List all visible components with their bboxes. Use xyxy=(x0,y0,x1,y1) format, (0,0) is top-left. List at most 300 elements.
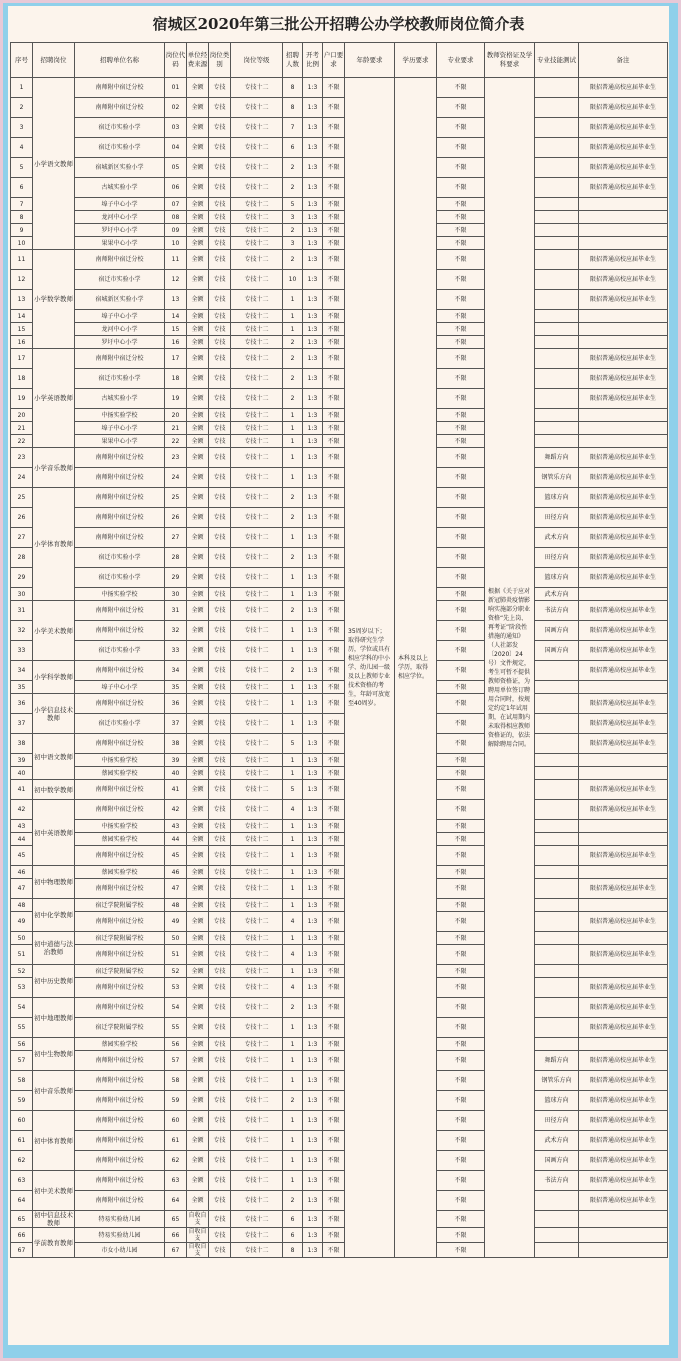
cell-seq: 58 xyxy=(11,1071,33,1091)
cell-category: 专技 xyxy=(209,1131,231,1151)
cell-code: 49 xyxy=(165,912,187,932)
table-header-row xyxy=(11,43,668,78)
table-row xyxy=(11,846,668,866)
cell-category: 专技 xyxy=(209,694,231,714)
cell-category: 专技 xyxy=(209,290,231,310)
cell-seq: 32 xyxy=(11,621,33,641)
cell-seq: 10 xyxy=(11,237,33,250)
table-row xyxy=(11,998,668,1018)
cell-skill xyxy=(535,98,579,118)
cell-hukou: 不限 xyxy=(323,98,345,118)
cell-grade: 专技十二 xyxy=(231,237,283,250)
cell-skill xyxy=(535,389,579,409)
cell-grade: 专技十二 xyxy=(231,820,283,833)
cell-unit: 龙河中心小学 xyxy=(75,323,165,336)
cell-hukou: 不限 xyxy=(323,1151,345,1171)
cell-skill xyxy=(535,780,579,800)
cell-remark: 限招普通高校应届毕业生 xyxy=(579,158,668,178)
cell-seq: 25 xyxy=(11,488,33,508)
cell-cert-requirement: 根据《关于应对新冠肺炎疫情影响实施部分职业资格“先上岗、再考证”阶段性措施的通知》（人社部发〔2020〕24号）文件规定，考生可暂不提供教师资格证，为聘用单位签订聘用合同时，按规定约定1年试用期，在试用期内未取得相应教师资格证的，依法解除聘用合同。 xyxy=(485,78,535,1258)
cell-remark xyxy=(579,224,668,237)
cell-major: 不限 xyxy=(437,965,485,978)
cell-hukou: 不限 xyxy=(323,866,345,879)
cell-major: 不限 xyxy=(437,250,485,270)
cell-ratio: 1:3 xyxy=(303,1038,323,1051)
cell-hukou: 不限 xyxy=(323,548,345,568)
cell-unit: 南师附中宿迁分校 xyxy=(75,1131,165,1151)
cell-skill xyxy=(535,435,579,448)
cell-category: 专技 xyxy=(209,998,231,1018)
cell-grade: 专技十二 xyxy=(231,435,283,448)
cell-count: 6 xyxy=(283,138,303,158)
cell-post-group: 学前教育教师 xyxy=(33,1228,75,1258)
cell-seq: 28 xyxy=(11,548,33,568)
cell-category: 专技 xyxy=(209,389,231,409)
cell-unit: 南师附中宿迁分校 xyxy=(75,1151,165,1171)
cell-skill xyxy=(535,820,579,833)
cell-skill xyxy=(535,899,579,912)
cell-code: 26 xyxy=(165,508,187,528)
cell-count: 4 xyxy=(283,800,303,820)
cell-ratio: 1:3 xyxy=(303,641,323,661)
cell-count: 1 xyxy=(283,1111,303,1131)
cell-major: 不限 xyxy=(437,237,485,250)
cell-hukou: 不限 xyxy=(323,78,345,98)
cell-remark: 限招普通高校应届毕业生 xyxy=(579,98,668,118)
cell-ratio: 1:3 xyxy=(303,1131,323,1151)
table-row xyxy=(11,1191,668,1211)
cell-grade: 专技十二 xyxy=(231,323,283,336)
cell-ratio: 1:3 xyxy=(303,198,323,211)
cell-ratio: 1:3 xyxy=(303,661,323,681)
cell-funding: 全额 xyxy=(187,1111,209,1131)
header-category: 岗位类别 xyxy=(209,43,231,78)
cell-count: 6 xyxy=(283,1211,303,1228)
cell-funding: 全额 xyxy=(187,250,209,270)
cell-seq: 61 xyxy=(11,1131,33,1151)
cell-major: 不限 xyxy=(437,118,485,138)
cell-seq: 60 xyxy=(11,1111,33,1131)
cell-grade: 专技十二 xyxy=(231,1228,283,1243)
cell-seq: 43 xyxy=(11,820,33,833)
cell-ratio: 1:3 xyxy=(303,290,323,310)
cell-hukou: 不限 xyxy=(323,1171,345,1191)
table-row xyxy=(11,1243,668,1258)
table-row xyxy=(11,548,668,568)
cell-count: 7 xyxy=(283,118,303,138)
cell-code: 63 xyxy=(165,1171,187,1191)
cell-remark: 限招普通高校应届毕业生 xyxy=(579,1071,668,1091)
cell-remark: 限招普通高校应届毕业生 xyxy=(579,780,668,800)
cell-unit: 南师附中宿迁分校 xyxy=(75,1171,165,1191)
header-age: 年龄要求 xyxy=(345,43,395,78)
cell-major: 不限 xyxy=(437,1091,485,1111)
cell-funding: 全额 xyxy=(187,800,209,820)
cell-major: 不限 xyxy=(437,1018,485,1038)
cell-major: 不限 xyxy=(437,601,485,621)
cell-hukou: 不限 xyxy=(323,488,345,508)
cell-unit: 南师附中宿迁分校 xyxy=(75,1091,165,1111)
cell-grade: 专技十二 xyxy=(231,1071,283,1091)
cell-skill xyxy=(535,138,579,158)
cell-grade: 专技十二 xyxy=(231,336,283,349)
table-row xyxy=(11,468,668,488)
cell-remark xyxy=(579,422,668,435)
cell-grade: 专技十二 xyxy=(231,621,283,641)
cell-unit: 南师附中宿迁分校 xyxy=(75,694,165,714)
cell-hukou: 不限 xyxy=(323,998,345,1018)
cell-grade: 专技十二 xyxy=(231,422,283,435)
cell-code: 66 xyxy=(165,1228,187,1243)
cell-code: 22 xyxy=(165,435,187,448)
cell-seq: 31 xyxy=(11,601,33,621)
document-sheet xyxy=(8,6,669,1345)
cell-skill xyxy=(535,912,579,932)
table-row xyxy=(11,1071,668,1091)
cell-funding: 全额 xyxy=(187,734,209,754)
cell-skill xyxy=(535,211,579,224)
header-edu: 学历要求 xyxy=(395,43,437,78)
cell-skill: 舞蹈方向 xyxy=(535,448,579,468)
cell-count: 1 xyxy=(283,290,303,310)
cell-skill: 书法方向 xyxy=(535,1171,579,1191)
cell-unit: 埠子中心小学 xyxy=(75,198,165,211)
cell-code: 59 xyxy=(165,1091,187,1111)
cell-count: 1 xyxy=(283,448,303,468)
table-row xyxy=(11,820,668,833)
cell-code: 21 xyxy=(165,422,187,435)
cell-funding: 全额 xyxy=(187,846,209,866)
cell-category: 专技 xyxy=(209,899,231,912)
cell-skill xyxy=(535,661,579,681)
header-hukou: 户口要求 xyxy=(323,43,345,78)
cell-skill xyxy=(535,409,579,422)
cell-funding: 全额 xyxy=(187,879,209,899)
cell-hukou: 不限 xyxy=(323,1228,345,1243)
cell-seq: 22 xyxy=(11,435,33,448)
cell-category: 专技 xyxy=(209,138,231,158)
cell-hukou: 不限 xyxy=(323,224,345,237)
cell-code: 32 xyxy=(165,621,187,641)
header-cert: 教师资格证及学科要求 xyxy=(485,43,535,78)
cell-count: 1 xyxy=(283,694,303,714)
cell-grade: 专技十二 xyxy=(231,879,283,899)
cell-count: 1 xyxy=(283,754,303,767)
cell-unit: 南师附中宿迁分校 xyxy=(75,621,165,641)
cell-seq: 26 xyxy=(11,508,33,528)
cell-unit: 南师附中宿迁分校 xyxy=(75,488,165,508)
cell-major: 不限 xyxy=(437,448,485,468)
cell-category: 专技 xyxy=(209,833,231,846)
cell-major: 不限 xyxy=(437,1111,485,1131)
cell-ratio: 1:3 xyxy=(303,879,323,899)
table-row xyxy=(11,78,668,98)
table-row xyxy=(11,661,668,681)
cell-remark: 限招普通高校应届毕业生 xyxy=(579,508,668,528)
cell-hukou: 不限 xyxy=(323,1038,345,1051)
cell-grade: 专技十二 xyxy=(231,1243,283,1258)
cell-category: 专技 xyxy=(209,422,231,435)
cell-remark xyxy=(579,211,668,224)
cell-seq: 7 xyxy=(11,198,33,211)
cell-category: 专技 xyxy=(209,912,231,932)
cell-seq: 64 xyxy=(11,1191,33,1211)
cell-grade: 专技十二 xyxy=(231,409,283,422)
cell-skill xyxy=(535,879,579,899)
cell-remark: 限招普通高校应届毕业生 xyxy=(579,178,668,198)
cell-grade: 专技十二 xyxy=(231,250,283,270)
table-row xyxy=(11,178,668,198)
cell-category: 专技 xyxy=(209,932,231,945)
cell-funding: 全额 xyxy=(187,1038,209,1051)
table-row xyxy=(11,1051,668,1071)
cell-grade: 专技十二 xyxy=(231,734,283,754)
cell-ratio: 1:3 xyxy=(303,369,323,389)
cell-count: 4 xyxy=(283,912,303,932)
cell-count: 3 xyxy=(283,211,303,224)
cell-code: 20 xyxy=(165,409,187,422)
cell-remark: 限招普通高校应届毕业生 xyxy=(579,369,668,389)
cell-grade: 专技十二 xyxy=(231,98,283,118)
cell-post-group: 初中英语教师 xyxy=(33,800,75,866)
table-row xyxy=(11,568,668,588)
cell-remark: 限招普通高校应届毕业生 xyxy=(579,1171,668,1191)
cell-count: 2 xyxy=(283,488,303,508)
cell-post-group: 初中体育教师 xyxy=(33,1111,75,1171)
cell-major: 不限 xyxy=(437,754,485,767)
cell-funding: 全额 xyxy=(187,270,209,290)
cell-funding: 全额 xyxy=(187,866,209,879)
cell-grade: 专技十二 xyxy=(231,290,283,310)
cell-ratio: 1:3 xyxy=(303,310,323,323)
cell-ratio: 1:3 xyxy=(303,846,323,866)
cell-skill xyxy=(535,270,579,290)
cell-remark: 限招普通高校应届毕业生 xyxy=(579,250,668,270)
cell-unit: 南师附中宿迁分校 xyxy=(75,78,165,98)
cell-hukou: 不限 xyxy=(323,661,345,681)
header-grade: 岗位等级 xyxy=(231,43,283,78)
cell-skill xyxy=(535,118,579,138)
cell-category: 专技 xyxy=(209,780,231,800)
cell-grade: 专技十二 xyxy=(231,158,283,178)
table-row xyxy=(11,224,668,237)
cell-category: 专技 xyxy=(209,965,231,978)
cell-count: 1 xyxy=(283,435,303,448)
cell-unit: 宿迁市实验小学 xyxy=(75,714,165,734)
cell-category: 专技 xyxy=(209,1071,231,1091)
cell-funding: 全额 xyxy=(187,932,209,945)
cell-skill: 书法方向 xyxy=(535,601,579,621)
cell-major: 不限 xyxy=(437,290,485,310)
cell-unit: 南师附中宿迁分校 xyxy=(75,846,165,866)
cell-category: 专技 xyxy=(209,198,231,211)
cell-code: 36 xyxy=(165,694,187,714)
cell-count: 1 xyxy=(283,409,303,422)
cell-grade: 专技十二 xyxy=(231,912,283,932)
cell-ratio: 1:3 xyxy=(303,78,323,98)
cell-unit: 果果中心小学 xyxy=(75,237,165,250)
cell-hukou: 不限 xyxy=(323,508,345,528)
cell-ratio: 1:3 xyxy=(303,488,323,508)
cell-post-group: 初中音乐教师 xyxy=(33,1071,75,1111)
cell-skill: 钢管乐方向 xyxy=(535,468,579,488)
cell-skill xyxy=(535,1018,579,1038)
cell-skill: 武术方向 xyxy=(535,588,579,601)
cell-code: 14 xyxy=(165,310,187,323)
cell-unit: 埠子中心小学 xyxy=(75,681,165,694)
cell-funding: 全额 xyxy=(187,1131,209,1151)
cell-seq: 41 xyxy=(11,780,33,800)
cell-grade: 专技十二 xyxy=(231,448,283,468)
cell-seq: 66 xyxy=(11,1228,33,1243)
cell-grade: 专技十二 xyxy=(231,369,283,389)
cell-skill xyxy=(535,800,579,820)
cell-funding: 全额 xyxy=(187,694,209,714)
cell-funding: 全额 xyxy=(187,601,209,621)
cell-hukou: 不限 xyxy=(323,588,345,601)
cell-seq: 38 xyxy=(11,734,33,754)
cell-count: 1 xyxy=(283,833,303,846)
cell-code: 16 xyxy=(165,336,187,349)
cell-hukou: 不限 xyxy=(323,714,345,734)
table-row xyxy=(11,978,668,998)
cell-count: 2 xyxy=(283,250,303,270)
cell-category: 专技 xyxy=(209,118,231,138)
cell-seq: 52 xyxy=(11,965,33,978)
cell-count: 2 xyxy=(283,548,303,568)
cell-seq: 5 xyxy=(11,158,33,178)
cell-seq: 62 xyxy=(11,1151,33,1171)
cell-seq: 36 xyxy=(11,694,33,714)
cell-code: 30 xyxy=(165,588,187,601)
cell-remark: 限招普通高校应届毕业生 xyxy=(579,846,668,866)
cell-funding: 全额 xyxy=(187,468,209,488)
cell-ratio: 1:3 xyxy=(303,237,323,250)
cell-skill xyxy=(535,945,579,965)
cell-hukou: 不限 xyxy=(323,290,345,310)
cell-count: 1 xyxy=(283,1131,303,1151)
cell-hukou: 不限 xyxy=(323,601,345,621)
cell-count: 1 xyxy=(283,932,303,945)
cell-grade: 专技十二 xyxy=(231,1111,283,1131)
table-row xyxy=(11,369,668,389)
cell-funding: 全额 xyxy=(187,178,209,198)
cell-funding: 全额 xyxy=(187,588,209,601)
cell-ratio: 1:3 xyxy=(303,224,323,237)
cell-funding: 全额 xyxy=(187,767,209,780)
cell-category: 专技 xyxy=(209,661,231,681)
cell-category: 专技 xyxy=(209,734,231,754)
cell-unit: 南师附中宿迁分校 xyxy=(75,912,165,932)
cell-seq: 53 xyxy=(11,978,33,998)
cell-count: 2 xyxy=(283,349,303,369)
cell-grade: 专技十二 xyxy=(231,767,283,780)
cell-ratio: 1:3 xyxy=(303,435,323,448)
cell-seq: 42 xyxy=(11,800,33,820)
cell-skill xyxy=(535,866,579,879)
cell-major: 不限 xyxy=(437,998,485,1018)
header-remark: 备注 xyxy=(579,43,668,78)
cell-category: 专技 xyxy=(209,1243,231,1258)
cell-category: 专技 xyxy=(209,409,231,422)
cell-category: 专技 xyxy=(209,548,231,568)
cell-code: 31 xyxy=(165,601,187,621)
cell-ratio: 1:3 xyxy=(303,448,323,468)
cell-funding: 全额 xyxy=(187,780,209,800)
cell-unit: 宿迁市实验小学 xyxy=(75,548,165,568)
table-row xyxy=(11,1111,668,1131)
table-body xyxy=(11,78,668,1258)
cell-code: 02 xyxy=(165,98,187,118)
cell-code: 06 xyxy=(165,178,187,198)
cell-remark: 限招普通高校应届毕业生 xyxy=(579,389,668,409)
cell-funding: 全额 xyxy=(187,98,209,118)
table-row xyxy=(11,681,668,694)
cell-grade: 专技十二 xyxy=(231,1051,283,1071)
cell-major: 不限 xyxy=(437,1038,485,1051)
cell-post-group: 初中美术教师 xyxy=(33,1171,75,1211)
cell-skill xyxy=(535,158,579,178)
cell-unit: 中扬实验学校 xyxy=(75,588,165,601)
cell-post-group: 初中物理教师 xyxy=(33,866,75,899)
cell-seq: 34 xyxy=(11,661,33,681)
cell-grade: 专技十二 xyxy=(231,568,283,588)
cell-code: 43 xyxy=(165,820,187,833)
cell-category: 专技 xyxy=(209,1151,231,1171)
cell-code: 53 xyxy=(165,978,187,998)
cell-major: 不限 xyxy=(437,866,485,879)
cell-funding: 全额 xyxy=(187,389,209,409)
table-row xyxy=(11,866,668,879)
table-row xyxy=(11,734,668,754)
cell-code: 34 xyxy=(165,661,187,681)
cell-grade: 专技十二 xyxy=(231,224,283,237)
cell-hukou: 不限 xyxy=(323,528,345,548)
cell-major: 不限 xyxy=(437,621,485,641)
cell-code: 03 xyxy=(165,118,187,138)
cell-funding: 全额 xyxy=(187,336,209,349)
cell-hukou: 不限 xyxy=(323,694,345,714)
cell-seq: 20 xyxy=(11,409,33,422)
cell-skill xyxy=(535,846,579,866)
cell-funding: 全额 xyxy=(187,508,209,528)
table-row xyxy=(11,621,668,641)
cell-major: 不限 xyxy=(437,211,485,224)
cell-skill xyxy=(535,1243,579,1258)
cell-major: 不限 xyxy=(437,800,485,820)
cell-remark: 限招普通高校应届毕业生 xyxy=(579,978,668,998)
cell-funding: 全额 xyxy=(187,820,209,833)
cell-grade: 专技十二 xyxy=(231,932,283,945)
cell-grade: 专技十二 xyxy=(231,178,283,198)
cell-unit: 南师附中宿迁分校 xyxy=(75,1051,165,1071)
cell-funding: 全额 xyxy=(187,833,209,846)
cell-seq: 30 xyxy=(11,588,33,601)
cell-ratio: 1:3 xyxy=(303,1051,323,1071)
cell-skill xyxy=(535,965,579,978)
cell-major: 不限 xyxy=(437,528,485,548)
cell-hukou: 不限 xyxy=(323,422,345,435)
cell-code: 62 xyxy=(165,1151,187,1171)
cell-ratio: 1:3 xyxy=(303,98,323,118)
cell-skill xyxy=(535,323,579,336)
cell-grade: 专技十二 xyxy=(231,1191,283,1211)
cell-major: 不限 xyxy=(437,422,485,435)
cell-funding: 全额 xyxy=(187,568,209,588)
cell-major: 不限 xyxy=(437,820,485,833)
cell-unit: 蔡园实验学校 xyxy=(75,866,165,879)
cell-category: 专技 xyxy=(209,1111,231,1131)
